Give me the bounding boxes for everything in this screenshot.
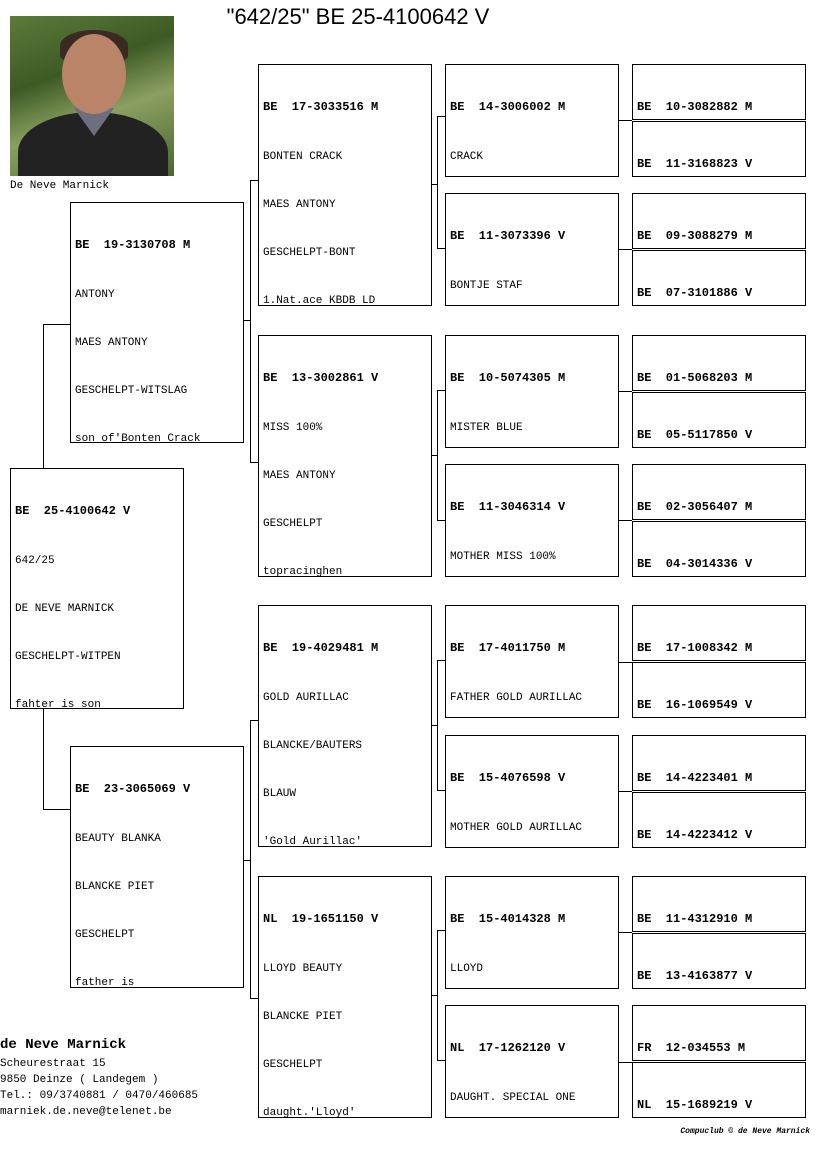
connector-line bbox=[43, 324, 70, 325]
ring-number: BE 04-3014336 V bbox=[637, 557, 753, 571]
ring-number: BE 15-4076598 V bbox=[450, 771, 566, 785]
box-line: topracinghen bbox=[263, 566, 343, 577]
pedigree-box-gen4 bbox=[632, 735, 806, 791]
connector-line bbox=[437, 390, 438, 520]
box-line: GOLD AURILLAC bbox=[263, 692, 349, 704]
pedigree-box-gen3 bbox=[445, 1005, 619, 1118]
pedigree-box-gen4 bbox=[632, 933, 806, 989]
box-line: BLANCKE PIET bbox=[263, 1011, 343, 1023]
box-line: BLANCKE/BAUTERS bbox=[263, 740, 363, 752]
connector-line bbox=[250, 720, 251, 998]
pedigree-box-gen3 bbox=[445, 464, 619, 577]
pedigree-title: "642/25" BE 25-4100642 V bbox=[226, 4, 490, 29]
ring-number: BE 11-4312910 M bbox=[637, 912, 753, 926]
ring-number: BE 19-3130708 M bbox=[75, 238, 191, 252]
ring-number: BE 10-3082882 M bbox=[637, 100, 753, 114]
owner-phone: Tel.: 09/3740881 / 0470/460685 bbox=[0, 1090, 199, 1102]
ring-number: BE 15-4014328 M bbox=[450, 912, 566, 926]
ring-number: BE 01-5068203 M bbox=[637, 371, 753, 385]
ring-number: NL 19-1651150 V bbox=[263, 912, 379, 926]
ring-number: BE 11-3073396 V bbox=[450, 229, 566, 243]
connector-line bbox=[250, 462, 258, 463]
ring-number: BE 17-1008342 M bbox=[637, 641, 753, 655]
connector-line bbox=[437, 390, 445, 391]
box-line: LLOYD BEAUTY bbox=[263, 963, 343, 975]
ring-number: BE 14-4223412 V bbox=[637, 828, 753, 842]
pedigree-box-gen4 bbox=[632, 876, 806, 932]
ring-number: BE 10-5074305 M bbox=[450, 371, 566, 385]
connector-line bbox=[437, 930, 445, 931]
pedigree-box-dam bbox=[70, 746, 244, 988]
pedigree-box-gen4 bbox=[632, 193, 806, 249]
ring-number: BE 11-3168823 V bbox=[637, 157, 753, 171]
connector-line bbox=[619, 120, 632, 121]
box-line: CRACK bbox=[450, 151, 484, 163]
box-line: MAES ANTONY bbox=[75, 337, 148, 349]
pedigree-box-gen4 bbox=[632, 1005, 806, 1061]
owner-name: de Neve Marnick bbox=[0, 1037, 127, 1053]
pedigree-box-gen4 bbox=[632, 1062, 806, 1118]
box-line: BLAUW bbox=[263, 788, 297, 800]
connector-line bbox=[432, 725, 437, 726]
box-line: DE NEVE MARNICK bbox=[15, 603, 115, 615]
ring-number: BE 11-3046314 V bbox=[450, 500, 566, 514]
connector-line bbox=[432, 184, 437, 185]
pedigree-box-gen3 bbox=[445, 735, 619, 848]
pedigree-box-gen4 bbox=[632, 521, 806, 577]
pedigree-box-gen3 bbox=[445, 193, 619, 306]
connector-line bbox=[437, 1060, 445, 1061]
box-line: LLOYD bbox=[450, 963, 484, 975]
pedigree-box-dam-sire bbox=[258, 605, 432, 847]
connector-line bbox=[432, 995, 437, 996]
connector-line bbox=[437, 790, 445, 791]
owner-street: Scheurestraat 15 bbox=[0, 1058, 106, 1070]
box-line: 'Gold Aurillac' bbox=[263, 836, 363, 847]
connector-line bbox=[43, 324, 44, 468]
ring-number: BE 25-4100642 V bbox=[15, 504, 131, 518]
connector-line bbox=[619, 791, 632, 792]
box-line: father is bbox=[75, 977, 135, 988]
box-line: daught.'Lloyd' bbox=[263, 1107, 356, 1118]
box-line: GESCHELPT bbox=[263, 518, 323, 530]
box-line: BLANCKE PIET bbox=[75, 881, 155, 893]
pedigree-box-gen4 bbox=[632, 335, 806, 391]
connector-line bbox=[432, 455, 437, 456]
box-line: ANTONY bbox=[75, 289, 115, 301]
box-line: BEAUTY BLANKA bbox=[75, 833, 161, 845]
pedigree-box-gen4 bbox=[632, 250, 806, 306]
connector-line bbox=[437, 116, 438, 248]
connector-line bbox=[250, 180, 258, 181]
pedigree-box-sire bbox=[70, 202, 244, 443]
owner-photo bbox=[10, 16, 174, 176]
photo-caption: De Neve Marnick bbox=[10, 180, 110, 192]
connector-line bbox=[619, 249, 632, 250]
box-line: GESCHELPT bbox=[263, 1059, 323, 1071]
ring-number: BE 09-3088279 M bbox=[637, 229, 753, 243]
box-line: 642/25 bbox=[15, 555, 55, 567]
ring-number: BE 07-3101886 V bbox=[637, 286, 753, 300]
pedigree-box-gen4 bbox=[632, 792, 806, 848]
ring-number: BE 14-4223401 M bbox=[637, 771, 753, 785]
pedigree-box-gen4 bbox=[632, 662, 806, 718]
ring-number: BE 05-5117850 V bbox=[637, 428, 753, 442]
pedigree-box-sire-sire bbox=[258, 64, 432, 306]
box-line: MOTHER GOLD AURILLAC bbox=[450, 822, 583, 834]
connector-line bbox=[619, 391, 632, 392]
box-line: DAUGHT. SPECIAL ONE bbox=[450, 1092, 576, 1104]
connector-line bbox=[437, 520, 445, 521]
box-line: MISS 100% bbox=[263, 422, 323, 434]
pedigree-box-subject bbox=[10, 468, 184, 709]
connector-line bbox=[43, 809, 70, 810]
ring-number: FR 12-034553 M bbox=[637, 1041, 746, 1055]
pedigree-box-dam-dam bbox=[258, 876, 432, 1118]
box-line: GESCHELPT-WITPEN bbox=[15, 651, 121, 663]
connector-line bbox=[619, 932, 632, 933]
pedigree-box-gen3 bbox=[445, 64, 619, 177]
connector-line bbox=[243, 320, 250, 321]
owner-address bbox=[0, 1036, 198, 1120]
ring-number: BE 23-3065069 V bbox=[75, 782, 191, 796]
ring-number: BE 14-3006002 M bbox=[450, 100, 566, 114]
box-line: GESCHELPT bbox=[75, 929, 135, 941]
owner-email[interactable]: marniek.de.neve@telenet.be bbox=[0, 1106, 172, 1118]
owner-city: 9850 Deinze ( Landegem ) bbox=[0, 1074, 159, 1086]
box-line: GESCHELPT-BONT bbox=[263, 247, 356, 259]
connector-line bbox=[437, 930, 438, 1060]
connector-line bbox=[250, 998, 258, 999]
box-line: 1.Nat.ace KBDB LD bbox=[263, 295, 376, 306]
connector-line bbox=[437, 660, 438, 790]
ring-number: BE 13-4163877 V bbox=[637, 969, 753, 983]
pedigree-box-gen3 bbox=[445, 876, 619, 989]
box-line: MOTHER MISS 100% bbox=[450, 551, 556, 563]
connector-line bbox=[619, 520, 632, 521]
ring-number: BE 19-4029481 M bbox=[263, 641, 379, 655]
connector-line bbox=[250, 180, 251, 462]
ring-number: BE 17-3033516 M bbox=[263, 100, 379, 114]
box-line: MAES ANTONY bbox=[263, 470, 336, 482]
box-line: MISTER BLUE bbox=[450, 422, 523, 434]
ring-number: NL 17-1262120 V bbox=[450, 1041, 566, 1055]
box-line: BONTJE STAF bbox=[450, 280, 523, 292]
box-line: FATHER GOLD AURILLAC bbox=[450, 692, 583, 704]
connector-line bbox=[619, 662, 632, 663]
connector-line bbox=[243, 860, 250, 861]
ring-number: NL 15-1689219 V bbox=[637, 1098, 753, 1112]
pedigree-box-gen4 bbox=[632, 121, 806, 177]
connector-line bbox=[43, 709, 44, 809]
box-line: fahter is son bbox=[15, 699, 101, 709]
connector-line bbox=[437, 248, 445, 249]
ring-number: BE 16-1069549 V bbox=[637, 698, 753, 712]
ring-number: BE 17-4011750 M bbox=[450, 641, 566, 655]
pedigree-box-gen4 bbox=[632, 464, 806, 520]
box-line: BONTEN CRACK bbox=[263, 151, 343, 163]
credit-footer: Compuclub © de Neve Marnick bbox=[680, 1127, 810, 1136]
box-line: GESCHELPT-WITSLAG bbox=[75, 385, 188, 397]
pedigree-box-gen4 bbox=[632, 392, 806, 448]
pedigree-box-gen4 bbox=[632, 64, 806, 120]
connector-line bbox=[250, 720, 258, 721]
ring-number: BE 13-3002861 V bbox=[263, 371, 379, 385]
pedigree-box-sire-dam bbox=[258, 335, 432, 577]
connector-line bbox=[437, 660, 445, 661]
box-line: son of'Bonten Crack bbox=[75, 433, 201, 443]
pedigree-box-gen3 bbox=[445, 605, 619, 718]
pedigree-box-gen4 bbox=[632, 605, 806, 661]
pedigree-box-gen3 bbox=[445, 335, 619, 448]
connector-line bbox=[619, 1062, 632, 1063]
ring-number: BE 02-3056407 M bbox=[637, 500, 753, 514]
box-line: MAES ANTONY bbox=[263, 199, 336, 211]
connector-line bbox=[437, 116, 445, 117]
